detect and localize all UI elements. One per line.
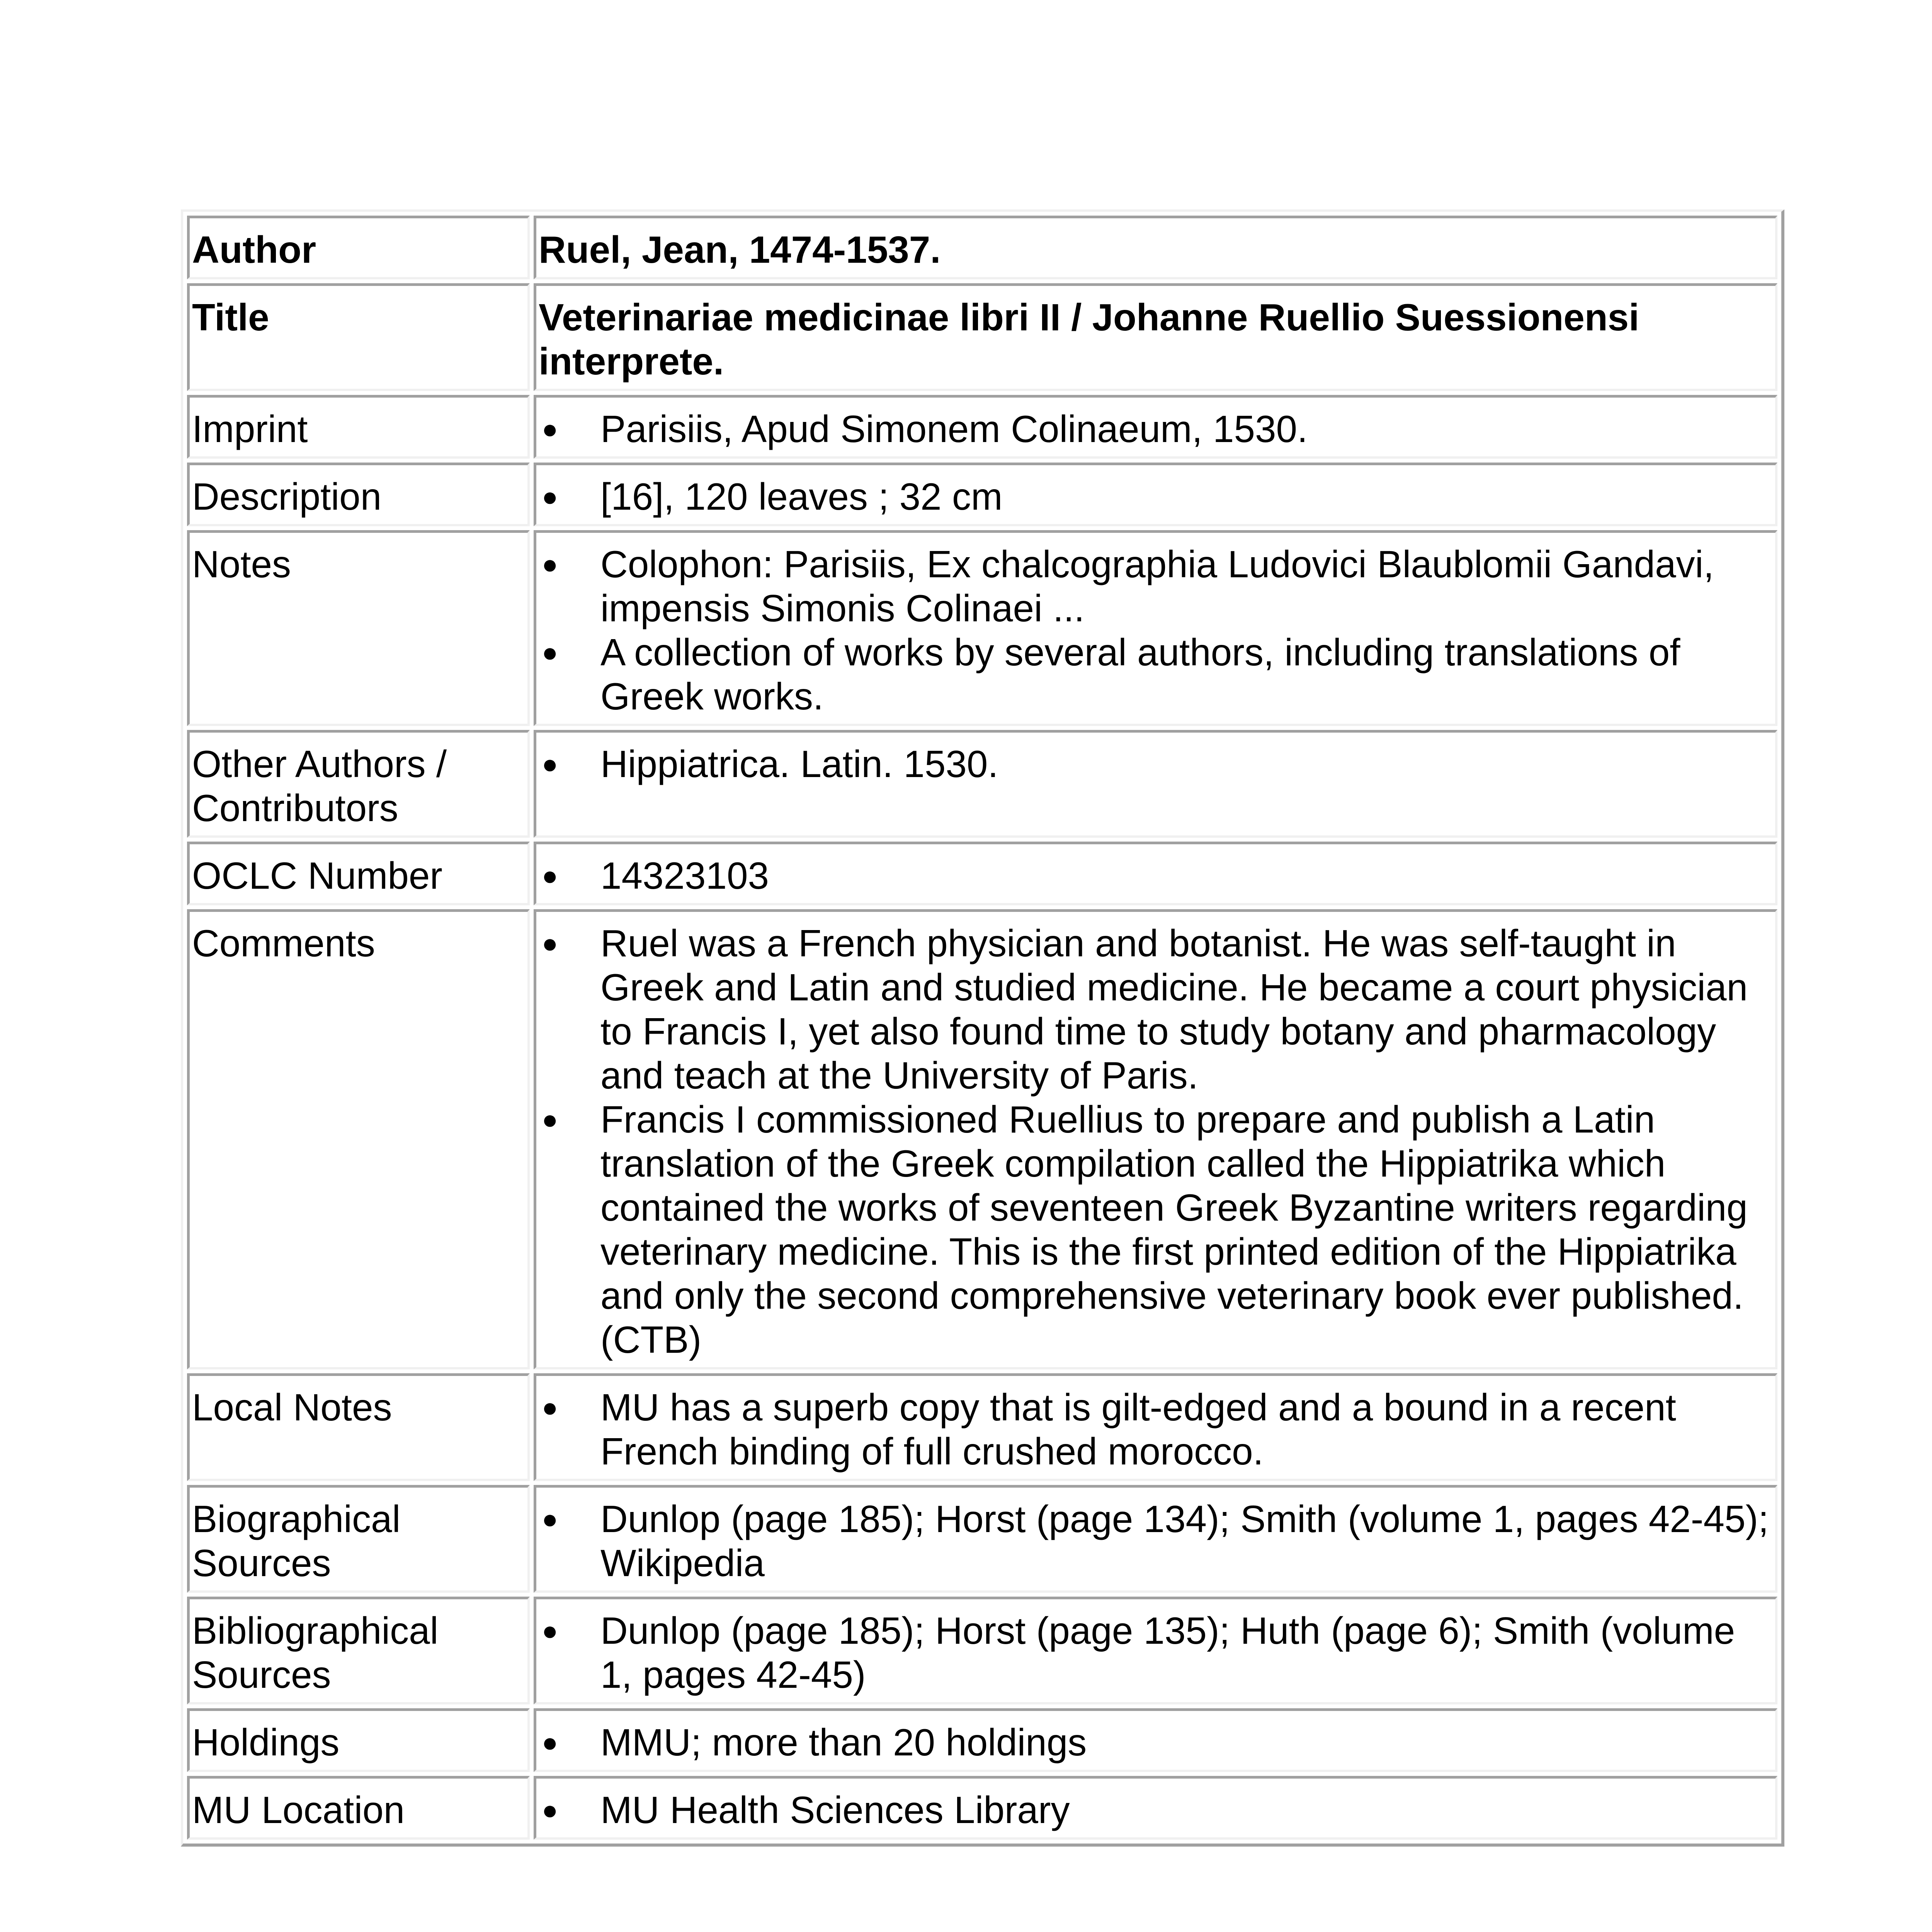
record-body: [187, 216, 1777, 1840]
value-list: [539, 1720, 1773, 1764]
value-other-authors: [534, 730, 1777, 838]
value-notes: [534, 530, 1777, 726]
list-item: [539, 1497, 1773, 1585]
value-biographical-sources: [534, 1485, 1777, 1593]
value-list: [539, 474, 1773, 519]
list-item: [539, 854, 1773, 898]
value-list: [539, 1497, 1773, 1585]
label-imprint: Imprint: [187, 395, 530, 459]
value-title: Veterinariae medicinae libri II / Johanne Ruellio Suessionensi interprete.: [534, 283, 1777, 391]
bullet-icon: ●: [542, 928, 558, 958]
value-list: [539, 1609, 1773, 1697]
item-text: MMU; more than 20 holdings: [600, 1721, 1087, 1764]
item-text: Ruel was a French physician and botanist. He was self-taught in Greek and Latin and studied medicine. He became a court physician to Francis I, yet also found time to study botany and pharmacology and teach at the University of Paris.: [600, 922, 1748, 1097]
list-item: [539, 1788, 1773, 1832]
label-bibliographical-sources: Bibliographical Sources: [187, 1597, 530, 1704]
value-list: [539, 742, 1773, 786]
value-list: [539, 1788, 1773, 1832]
item-text: Dunlop (page 185); Horst (page 134); Smith (volume 1, pages 42-45); Wikipedia: [600, 1498, 1769, 1584]
row-holdings: [187, 1708, 1777, 1772]
value-local-notes: [534, 1373, 1777, 1481]
item-text: Hippiatrica. Latin. 1530.: [600, 743, 998, 785]
row-oclc-number: [187, 842, 1777, 905]
value-oclc-number: [534, 842, 1777, 905]
row-bibliographical-sources: [187, 1597, 1777, 1704]
label-biographical-sources: Biographical Sources: [187, 1485, 530, 1593]
bullet-icon: ●: [542, 1392, 558, 1422]
value-list: [539, 1385, 1773, 1473]
label-holdings: Holdings: [187, 1708, 530, 1772]
list-item: [539, 742, 1773, 786]
row-other-authors: [187, 730, 1777, 838]
row-biographical-sources: [187, 1485, 1777, 1593]
list-item: [539, 1720, 1773, 1764]
list-item: [539, 542, 1773, 630]
bullet-icon: ●: [542, 637, 558, 667]
value-description: [534, 463, 1777, 526]
bullet-icon: ●: [542, 1504, 558, 1534]
bullet-icon: ●: [542, 861, 558, 891]
list-item: [539, 407, 1773, 451]
list-item: [539, 1097, 1773, 1362]
item-text: [16], 120 leaves ; 32 cm: [600, 475, 1003, 518]
value-list: [539, 542, 1773, 718]
bullet-icon: ●: [542, 481, 558, 512]
value-author: Ruel, Jean, 1474-1537.: [534, 216, 1777, 279]
item-text: Francis I commissioned Ruellius to prepare and publish a Latin translation of the Greek compilation called the Hippiatrika which contained the works of seventeen Greek Byzantine writers regarding veterinary medicine. This is the first printed edition of the Hippiatrika and only the second comprehensive veterinary book ever published. (CTB): [600, 1098, 1748, 1361]
value-list: [539, 407, 1773, 451]
row-notes: [187, 530, 1777, 726]
label-notes: Notes: [187, 530, 530, 726]
value-comments: [534, 909, 1777, 1369]
label-title: Title: [187, 283, 530, 391]
row-imprint: [187, 395, 1777, 459]
row-title: [187, 283, 1777, 391]
label-description: Description: [187, 463, 530, 526]
list-item: [539, 630, 1773, 718]
row-local-notes: [187, 1373, 1777, 1481]
label-mu-location: MU Location: [187, 1776, 530, 1840]
bullet-icon: ●: [542, 1616, 558, 1646]
bullet-icon: ●: [542, 549, 558, 579]
label-comments: Comments: [187, 909, 530, 1369]
value-bibliographical-sources: [534, 1597, 1777, 1704]
item-text: A collection of works by several authors, including translations of Greek works.: [600, 631, 1680, 718]
list-item: [539, 474, 1773, 519]
catalog-record-table: [181, 209, 1784, 1847]
bullet-icon: ●: [542, 1104, 558, 1134]
item-text: 14323103: [600, 854, 769, 897]
row-author: [187, 216, 1777, 279]
list-item: [539, 921, 1773, 1097]
value-holdings: [534, 1708, 1777, 1772]
item-text: MU Health Sciences Library: [600, 1789, 1070, 1831]
row-description: [187, 463, 1777, 526]
item-text: MU has a superb copy that is gilt-edged and a bound in a recent French binding of full crushed morocco.: [600, 1386, 1676, 1473]
value-list: [539, 921, 1773, 1362]
value-imprint: [534, 395, 1777, 459]
item-text: Parisiis, Apud Simonem Colinaeum, 1530.: [600, 408, 1308, 450]
row-mu-location: [187, 1776, 1777, 1840]
label-author: Author: [187, 216, 530, 279]
bullet-icon: ●: [542, 1727, 558, 1757]
bullet-icon: ●: [542, 1795, 558, 1825]
item-text: Colophon: Parisiis, Ex chalcographia Ludovici Blaublomii Gandavi, impensis Simonis Colinaei ...: [600, 543, 1714, 629]
list-item: [539, 1385, 1773, 1473]
label-oclc-number: OCLC Number: [187, 842, 530, 905]
item-text: Dunlop (page 185); Horst (page 135); Huth (page 6); Smith (volume 1, pages 42-45): [600, 1609, 1735, 1696]
label-other-authors: Other Authors / Contributors: [187, 730, 530, 838]
label-local-notes: Local Notes: [187, 1373, 530, 1481]
row-comments: [187, 909, 1777, 1369]
bullet-icon: ●: [542, 414, 558, 444]
list-item: [539, 1609, 1773, 1697]
value-mu-location: [534, 1776, 1777, 1840]
bullet-icon: ●: [542, 749, 558, 779]
value-list: [539, 854, 1773, 898]
